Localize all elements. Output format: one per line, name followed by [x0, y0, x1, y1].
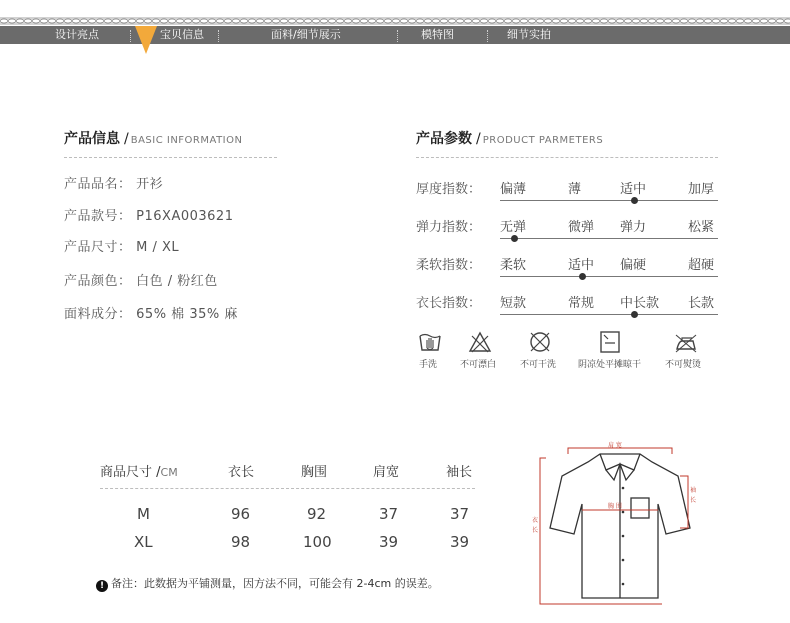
info-value: 开衫 — [136, 177, 164, 192]
param-option: 无弹 — [500, 220, 527, 235]
nav-item-design-highlights[interactable]: 设计亮点 — [55, 28, 99, 41]
param-scale-line — [500, 276, 718, 277]
nav-item-detail-photos[interactable]: 细节实拍 — [507, 28, 551, 41]
chest-label: 胸 围 — [608, 503, 622, 510]
nav-separator — [130, 30, 131, 42]
care-label: 手洗 — [419, 360, 438, 370]
param-option: 适中 — [568, 258, 595, 273]
top-nav-bar — [0, 26, 790, 44]
param-option: 薄 — [568, 182, 582, 197]
table-cell: 92 — [307, 505, 327, 523]
col-sleeve: 袖长 — [446, 465, 473, 480]
params-header: 产品参数 / PRODUCT PARMETERS — [416, 131, 604, 147]
param-label: 弹力指数： — [416, 220, 482, 235]
care-label: 不可干洗 — [520, 360, 557, 370]
length-label-2: 长 — [532, 527, 539, 534]
param-option: 松紧 — [688, 220, 715, 235]
info-label: 产品款号： — [64, 209, 132, 224]
col-chest: 胸围 — [301, 465, 328, 480]
table-cell: 39 — [379, 533, 399, 551]
button-dots — [622, 487, 625, 586]
param-option: 短款 — [500, 296, 527, 311]
param-option: 常规 — [568, 296, 595, 311]
divider — [416, 157, 718, 158]
sleeve-label-group — [690, 486, 696, 504]
param-option: 超硬 — [688, 258, 715, 273]
param-label: 柔软指数： — [416, 258, 482, 273]
header-text: 商品尺寸 / — [100, 465, 161, 480]
param-option: 偏薄 — [500, 182, 527, 197]
info-value: 65% 棉 35% 麻 — [136, 307, 238, 322]
param-scale-line — [500, 238, 718, 239]
info-label: 产品品名： — [64, 177, 132, 192]
measurement-lines — [540, 448, 688, 604]
no-iron-icon — [674, 330, 698, 354]
param-selected-dot — [631, 311, 638, 318]
nav-separator — [218, 30, 219, 42]
shirt-outline-icon — [550, 454, 690, 598]
header-unit: CM — [160, 466, 178, 479]
nav-item-product-info[interactable]: 宝贝信息 — [160, 28, 204, 41]
param-option: 长款 — [688, 296, 715, 311]
active-nav-marker-icon — [135, 26, 157, 54]
sleeve-label-1: 袖 — [690, 487, 697, 494]
info-value: 白色 / 粉红色 — [136, 274, 218, 289]
param-selected-dot — [511, 235, 518, 242]
col-length: 衣长 — [228, 465, 255, 480]
param-option: 弹力 — [620, 220, 647, 235]
no-dry-clean-icon — [528, 330, 552, 354]
info-row-material — [64, 303, 238, 322]
table-cell: 37 — [379, 505, 399, 523]
info-label: 面料成分： — [64, 307, 132, 322]
param-option: 偏硬 — [620, 258, 647, 273]
length-label-group — [532, 516, 538, 534]
table-cell: 100 — [303, 533, 332, 551]
shoulder-label: 肩 宽 — [608, 442, 622, 449]
table-cell: 39 — [450, 533, 470, 551]
note-text: 备注：此数据为平铺测量，因方法不同，可能会有 2-4cm 的误差。 — [111, 577, 439, 590]
info-label: 产品尺寸： — [64, 240, 132, 255]
param-selected-dot — [579, 273, 586, 280]
divider — [64, 157, 277, 158]
info-row-size — [64, 236, 179, 255]
table-cell: 96 — [231, 505, 251, 523]
param-option: 柔软 — [500, 258, 527, 273]
nav-separator — [487, 30, 488, 42]
info-value: P16XA003621 — [136, 209, 234, 224]
param-option: 中长款 — [620, 296, 660, 311]
nav-item-model-photos[interactable]: 模特图 — [421, 28, 454, 41]
size-m: M — [137, 505, 150, 523]
nav-item-fabric-details[interactable]: 面料/细节展示 — [271, 28, 341, 41]
table-cell: 37 — [450, 505, 470, 523]
exclamation-icon: ! — [96, 580, 108, 592]
param-option: 加厚 — [688, 182, 715, 197]
param-scale-line — [500, 200, 718, 201]
param-scale-line — [500, 314, 718, 315]
shirt-measurement-diagram — [530, 440, 710, 610]
param-selected-dot — [631, 197, 638, 204]
info-value: M / XL — [136, 240, 180, 255]
basic-info-subtitle: BASIC INFORMATION — [130, 135, 243, 146]
care-label: 不可熨烫 — [665, 360, 702, 370]
length-label-1: 衣 — [532, 517, 539, 524]
param-option: 适中 — [620, 182, 647, 197]
info-row-name — [64, 173, 163, 192]
info-row-color — [64, 270, 218, 289]
basic-info-header: 产品信息 / BASIC INFORMATION — [64, 131, 243, 147]
size-table-header-label — [100, 461, 178, 480]
no-bleach-icon — [468, 330, 492, 354]
measurement-note — [96, 575, 439, 592]
hand-wash-icon — [418, 330, 442, 354]
size-xl: XL — [134, 533, 153, 551]
dry-flat-shade-icon — [598, 330, 622, 354]
param-label: 衣长指数： — [416, 296, 482, 311]
decorative-chain-border — [0, 0, 790, 26]
divider — [100, 488, 475, 489]
col-shoulder: 肩宽 — [373, 465, 400, 480]
basic-info-title: 产品信息 — [64, 131, 120, 147]
param-option: 微弹 — [568, 220, 595, 235]
params-subtitle: PRODUCT PARMETERS — [482, 135, 604, 146]
info-row-sku — [64, 205, 233, 224]
nav-separator — [397, 30, 398, 42]
care-label: 不可漂白 — [460, 360, 497, 370]
table-cell: 98 — [231, 533, 251, 551]
care-label: 阴凉处平摊晾干 — [578, 360, 642, 370]
param-label: 厚度指数： — [416, 182, 482, 197]
sleeve-label-2: 长 — [690, 497, 697, 504]
info-label: 产品颜色： — [64, 274, 132, 289]
params-title: 产品参数 — [416, 131, 472, 147]
